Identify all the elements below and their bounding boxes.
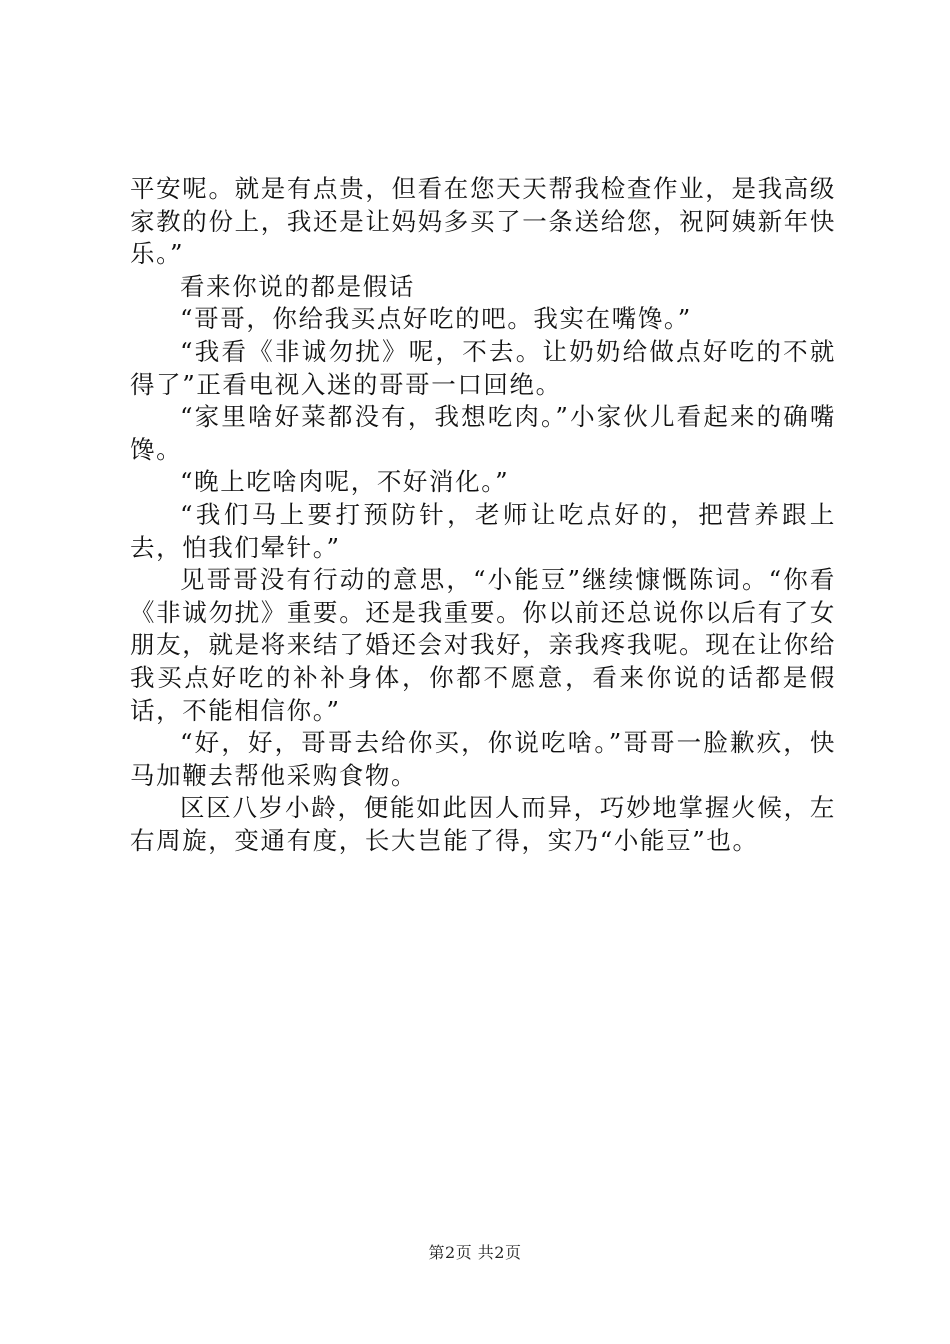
body-text — [130, 173, 836, 857]
paragraph: 见哥哥没有行动的意思，“小能豆”继续慷慨陈词。“你看《非诚勿扰》重要。还是我重要。你以前还总说你以后有了女朋友，就是将来结了婚还会对我好，亲我疼我呢。现在让你给我买点好吃的补补身体，你都不愿意，看来你说的话都是假话，不能相信你。” — [130, 565, 836, 725]
paragraph: “家里啥好菜都没有，我想吃肉。”小家伙儿看起来的确嘴馋。 — [130, 402, 836, 464]
page-number: 第2页 共2页 — [428, 1243, 522, 1262]
page-footer — [0, 1243, 950, 1263]
paragraph: “好，好，哥哥去给你买，你说吃啥。”哥哥一脸歉疚，快马加鞭去帮他采购食物。 — [130, 728, 836, 790]
paragraph-conclusion: 区区八岁小龄，便能如此因人而异，巧妙地掌握火候，左右周旋，变通有度，长大岂能了得，实乃“小能豆”也。 — [130, 793, 836, 855]
paragraph: “晚上吃啥肉呢，不好消化。” — [180, 467, 510, 497]
paragraph-continuation: 平安呢。就是有点贵，但看在您天天帮我检查作业，是我高级家教的份上，我还是让妈妈多买了一条送给您，祝阿姨新年快乐。” — [130, 174, 836, 269]
paragraph-heading: 看来你说的都是假话 — [180, 271, 415, 301]
paragraph: “哥哥，你给我买点好吃的吧。我实在嘴馋。” — [180, 304, 692, 334]
paragraph: “我看《非诚勿扰》呢，不去。让奶奶给做点好吃的不就得了”正看电视入迷的哥哥一口回绝。 — [130, 336, 836, 399]
paragraph: “我们马上要打预防针，老师让吃点好的，把营养跟上去，怕我们晕针。” — [130, 499, 836, 562]
